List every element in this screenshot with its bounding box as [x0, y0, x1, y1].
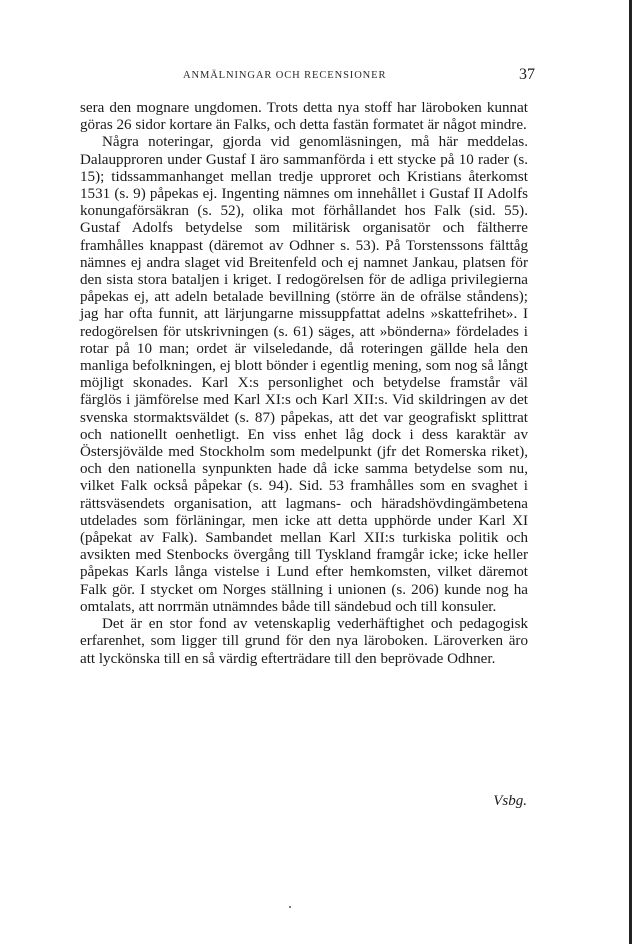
author-signature: Vsbg. [493, 793, 527, 809]
page-number: 37 [519, 66, 535, 83]
running-head: ANMÄLNINGAR OCH RECENSIONER [183, 70, 387, 81]
paragraph: Några noteringar, gjorda vid genomläsningen, må här meddelas. Dalaupproren under Gustaf I äro sammanförda i ett stycke på 10 rader (s. 15); tidssammanhanget mellan tredje upproret och Kristians återkomst 1531 (s. 9) påpekas ej. Ingenting nämnes om innehållet i Gustaf II Adolfs konungaförsäkran (s. 52), olika mot förhållandet hos Falk (sid. 55). Gustaf Adolfs betydelse som militärisk organisatör och fältherre framhålles knappast (däremot av Odhner s. 53). På Torstenssons fälttåg nämnes ej andra slaget vid Breitenfeld och ej namnet Jankau, platsen för den sista stora bataljen i kriget. I redogörelsen för de adliga privilegierna påpekas ej, att adeln betalade bevillning (större än de ofrälse ståndens); jag har ofta funnit, att lärjungarne missuppfattat adelns »skattefrihet». I redogörelsen för utskrivningen (s. 61) säges, att »bönderna» fördelades i rotar på 10 man; ordet är vilseledande, då roteringen gällde hela den manliga befolkningen, ej blott bönder i egentlig mening, som nog så långt möjligt skonades. Karl X:s personlighet och betydelse framstår väl färglös i jämförelse med Karl XI:s och Karl XII:s. Vid skildringen av det svenska stormaktsväldet (s. 87) påpekas, att det var geografiskt splittrat och nationellt oenhetligt. En viss enhet låg dock i dess karaktär av Östersjövälde med Stockholm som medelpunkt (jfr det Romerska riket), och den nationella synpunkten hade då icke samma betydelse som nu, vilket Falk också påpekar (s. 94). Sid. 53 framhålles som en svaghet i rättsväsendets organisation, att lagmans- och häradshövdingämbetena utdelades som förläningar, men icke att detta upphörde under Karl XI (påpekat av Falk). Sambandet mellan Karl XII:s turkiska politik och avsikten med Stenbocks övergång till Tyskland framgår icke; icke heller påpekas Karls långa vistelse i Lund efter hemkomsten, vilket däremot Falk gör. I stycket om Norges ställning i unionen (s. 206) kunde nog ha omtalats, att norrmän utnämndes både till sändebud och till konsuler. [80, 134, 528, 615]
page-header [183, 68, 535, 88]
print-speck [289, 906, 291, 908]
paragraph: sera den mognare ungdomen. Trots detta nya stoff har läroboken kunnat göras 26 sidor kortare än Falks, och detta fastän formatet är något mindre. [80, 100, 528, 134]
paragraph: Det är en stor fond av vetenskaplig vederhäftighet och pedagogisk erfarenhet, som ligger till grund för den nya läroboken. Läroverken äro att lyckönska till en så värdig efterträdare till den beprövade Odhner. [80, 616, 528, 667]
article-body [80, 100, 528, 668]
